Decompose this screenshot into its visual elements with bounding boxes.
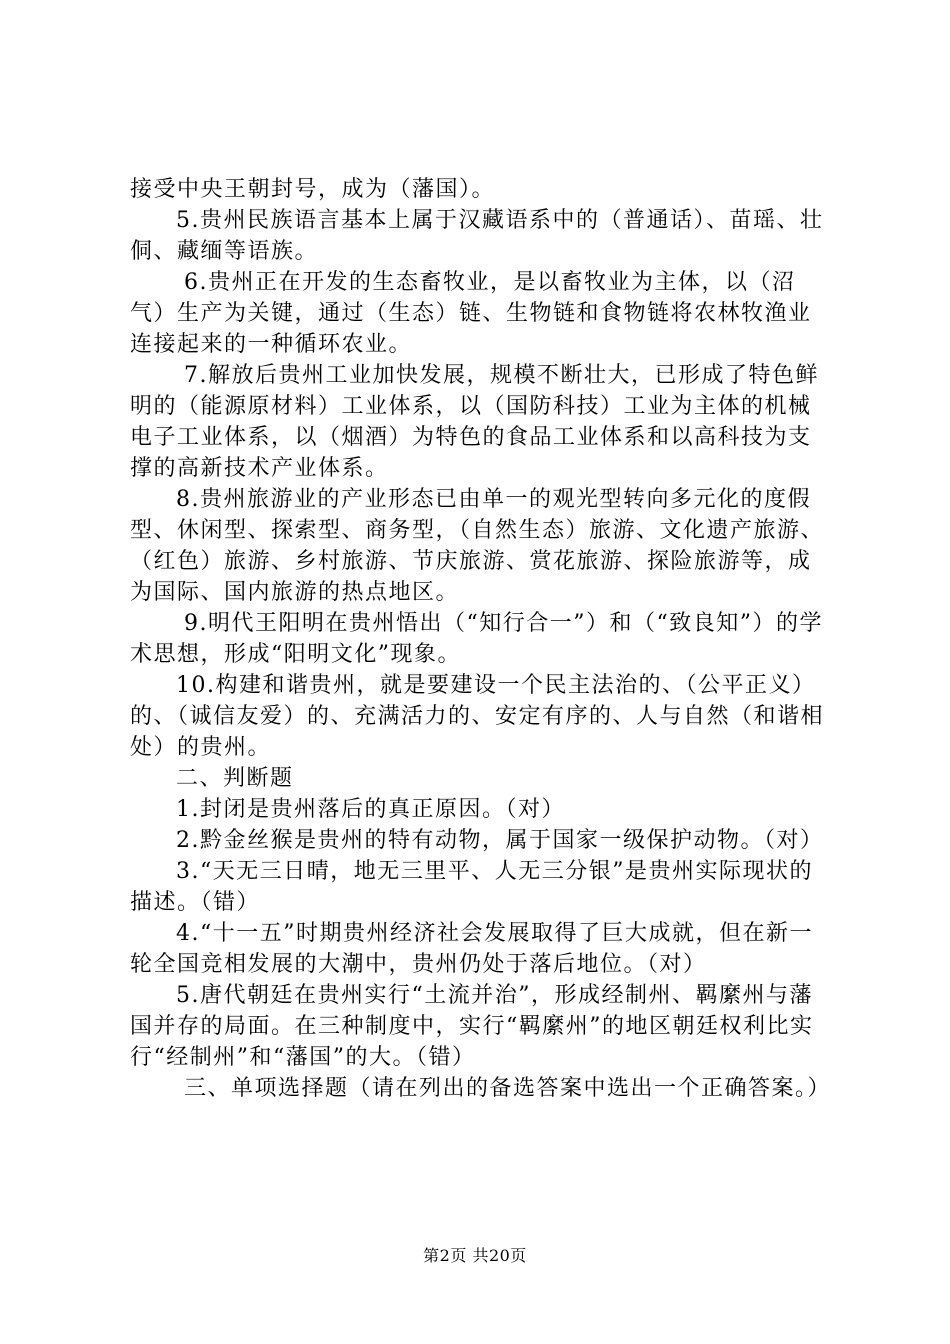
- paragraph: 4.“十一五”时期贵州经济社会发展取得了巨大成就，但在新一轮全国竞相发展的大潮中，贵州仍处于落后地位。（对）: [130, 921, 813, 977]
- document-body: [130, 174, 830, 1104]
- paragraph: 5.贵州民族语言基本上属于汉藏语系中的（普通话）、苗瑶、壮侗、藏缅等语族。: [130, 208, 824, 264]
- paragraph: 6.贵州正在开发的生态畜牧业，是以畜牧业为主体，以（沼气）生产为关键，通过（生态）链、生物链和食物链将农林牧渔业连接起来的一种循环农业。: [130, 270, 812, 357]
- paragraph: 二、判断题: [176, 766, 294, 791]
- paragraph: 3.“天无三日晴，地无三里平、人无三分银”是贵州实际现状的描述。（错）: [130, 859, 813, 915]
- paragraph: 接受中央王朝封号，成为（藩国）。: [130, 177, 496, 202]
- paragraph: 7.解放后贵州工业加快发展，规模不断壮大，已形成了特色鲜明的（能源原材料）工业体系，以（国防科技）工业为主体的机械电子工业体系，以（烟酒）为特色的食品工业体系和以高科技为支撑的高新技术产业体系。: [130, 363, 819, 481]
- paragraph: 8.贵州旅游业的产业形态已由单一的观光型转向多元化的度假型、休闲型、探索型、商务型，（自然生态）旅游、文化遗产旅游、（红色）旅游、乡村旅游、节庆旅游、赏花旅游、探险旅游等，成为国际、国内旅游的热点地区。: [130, 487, 825, 605]
- paragraph: 1.封闭是贵州落后的真正原因。（对）: [176, 797, 565, 822]
- paragraph: 三、单项选择题（请在列出的备选答案中选出一个正确答案。）: [184, 1076, 832, 1101]
- paragraph: 5.唐代朝廷在贵州实行“土流并治”，形成经制州、羁縻州与藩国并存的局面。在三种制度中，实行“羁縻州”的地区朝廷权利比实行“经制州”和“藩国”的大。（错）: [130, 983, 814, 1070]
- paragraph: 2.黔金丝猴是贵州的特有动物，属于国家一级保护动物。（对）: [176, 828, 824, 853]
- page-footer: 第2页 共20页: [423, 1246, 527, 1265]
- paragraph: 10.构建和谐贵州，就是要建设一个民主法治的、（公平正义）的、（诚信友爱）的、充满活力的、安定有序的、人与自然（和谐相处）的贵州。: [130, 673, 825, 760]
- paragraph: 9.明代王阳明在贵州悟出（“知行合一”）和（“致良知”）的学术思想，形成“阳明文化”现象。: [130, 611, 823, 667]
